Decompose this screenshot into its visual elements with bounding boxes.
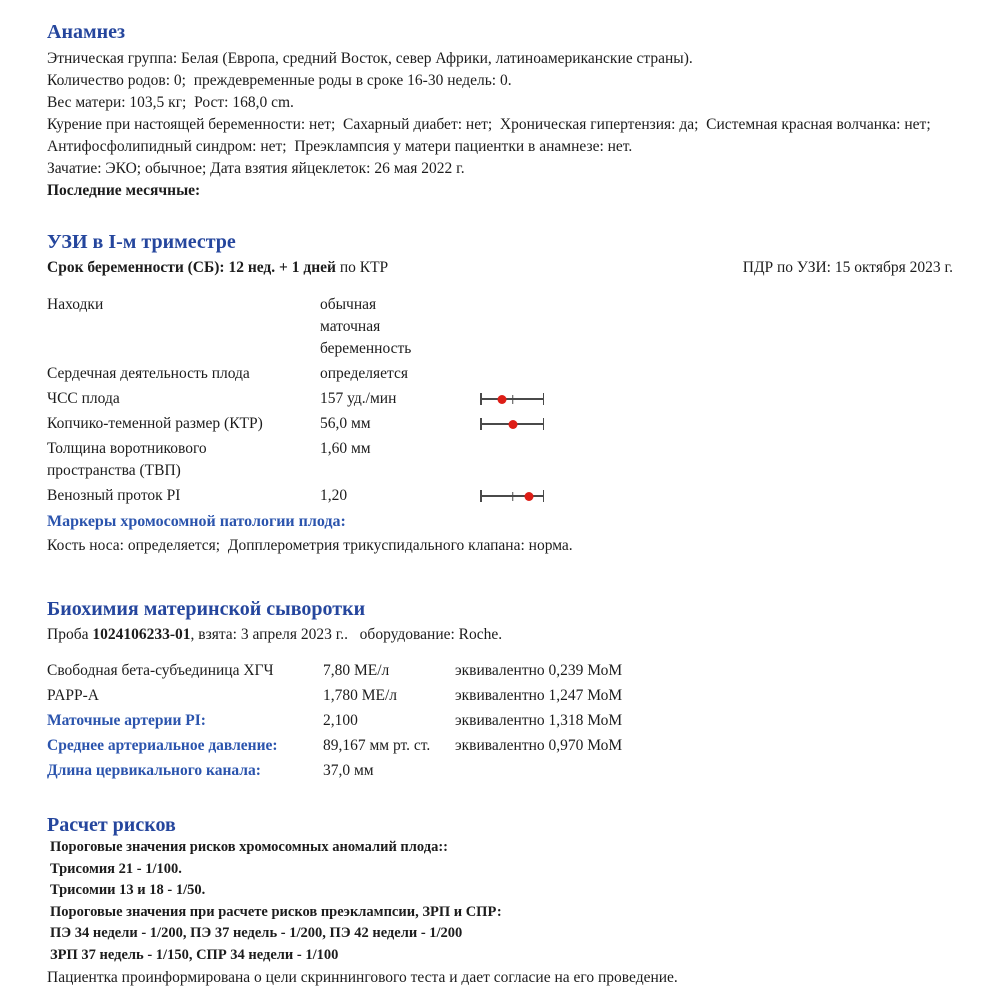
risk-trisomy-13-18: Трисомии 13 и 18 - 1/50.	[50, 882, 206, 898]
finding-chart-slot	[480, 388, 544, 410]
sample-id: 1024106233-01	[92, 626, 191, 643]
consent-statement: Пациентка проинформирована о цели скриннингового теста и дает согласие на его проведение.	[47, 969, 678, 986]
section-anamnesis	[47, 20, 953, 202]
finding-value: 1,20	[320, 487, 348, 504]
sample-prefix: Проба	[47, 626, 93, 643]
chromosomal-markers-text: Кость носа: определяется; Допплерометрия трикуспидального клапана: норма.	[47, 537, 573, 554]
biochemistry-table	[47, 660, 953, 781]
last-period-label: Последние месячные:	[47, 182, 201, 199]
anamnesis-title: Анамнез	[47, 21, 126, 43]
risks-title: Расчет рисков	[47, 814, 176, 836]
range-tick-right	[543, 490, 545, 502]
finding-label: Сердечная деятельность плода	[47, 365, 250, 382]
anamnesis-parity: Количество родов: 0; преждевременные роды в сроке 16-30 недель: 0.	[47, 72, 512, 89]
range-tick-right	[543, 418, 545, 430]
table-row	[47, 710, 953, 731]
risk-threshold-preeclampsia: Пороговые значения при расчете рисков преэклампсии, ЗРП и СПР:	[50, 903, 502, 920]
analyte-value: 1,780 МЕ/л	[323, 687, 398, 704]
analyte-label: Свободная бета-субъединица ХГЧ	[47, 662, 274, 679]
chromosomal-markers-title: Маркеры хромосомной патологии плода:	[47, 513, 346, 530]
finding-chart-slot	[480, 294, 544, 316]
finding-label: ЧСС плода	[47, 390, 120, 407]
finding-value-text: обычная маточная беременность	[320, 296, 412, 357]
gestational-age-method: по КТР	[335, 259, 389, 276]
analyte-value: 7,80 МЕ/л	[323, 662, 390, 679]
analyte-label: Длина цервикального канала:	[47, 762, 261, 779]
risk-pe-thresholds: ПЭ 34 недели - 1/200, ПЭ 37 недель - 1/200, ПЭ 42 недели - 1/200	[50, 925, 463, 941]
analyte-value: 37,0 мм	[323, 762, 374, 779]
fhr-range-chart	[480, 393, 544, 405]
range-tick-mid	[512, 395, 514, 404]
biochemistry-title: Биохимия материнской сыворотки	[47, 598, 366, 620]
analyte-value: 2,100	[323, 712, 358, 729]
table-row	[47, 388, 953, 410]
crl-range-chart	[480, 418, 544, 430]
range-tick-left	[480, 490, 482, 502]
table-row	[47, 438, 953, 482]
ultrasound-title: УЗИ в I-м триместре	[47, 231, 236, 253]
gestational-age-value: Срок беременности (СБ): 12 нед. + 1 дней	[47, 259, 336, 276]
finding-label: Венозный проток PI	[47, 487, 181, 504]
finding-chart-slot	[480, 363, 544, 385]
finding-chart-slot	[480, 485, 544, 507]
range-tick-left	[480, 418, 482, 430]
finding-label-text: Толщина воротникового пространства (ТВП)	[47, 440, 207, 479]
finding-value: определяется	[320, 365, 408, 382]
section-biochemistry	[47, 597, 953, 781]
analyte-mom: эквивалентно 0,239 МоМ	[455, 662, 623, 679]
anamnesis-conception: Зачатие: ЭКО; обычное; Дата взятия яйцеклеток: 26 мая 2022 г.	[47, 160, 465, 177]
section-risks	[47, 813, 953, 989]
range-tick-right	[543, 393, 545, 405]
risk-threshold-chromosomal: Пороговые значения рисков хромосомных аномалий плода::	[50, 839, 448, 855]
table-row	[47, 413, 953, 435]
finding-value: 1,60 мм	[320, 440, 371, 457]
analyte-label: PAPP-A	[47, 687, 99, 704]
table-row	[47, 760, 953, 781]
finding-label	[47, 438, 320, 482]
gestational-age	[47, 257, 388, 279]
section-ultrasound	[47, 230, 953, 557]
range-tick-mid	[512, 492, 514, 501]
finding-label: Копчико-теменной размер (КТР)	[47, 415, 263, 432]
analyte-value: 89,167 мм рт. ст.	[323, 737, 431, 754]
sample-suffix: , взята: 3 апреля 2023 г.. оборудование: Roche.	[190, 626, 503, 643]
range-tick-left	[480, 393, 482, 405]
table-row	[47, 294, 953, 360]
sample-line	[47, 624, 953, 646]
anamnesis-ethnic-group: Этническая группа: Белая (Европа, средний Восток, север Африки, латиноамериканские страны).	[47, 50, 693, 67]
value-dot	[497, 395, 506, 404]
finding-value: 56,0 мм	[320, 415, 371, 432]
table-row	[47, 363, 953, 385]
analyte-mom: эквивалентно 1,247 МоМ	[455, 687, 623, 704]
value-dot	[525, 492, 534, 501]
finding-chart-slot	[480, 413, 544, 435]
ductus-venosus-range-chart	[480, 490, 544, 502]
table-row	[47, 685, 953, 706]
anamnesis-history: Курение при настоящей беременности: нет; Сахарный диабет: нет; Хроническая гипертензия: да; Системная красная волчанка: нет; Антифосфолипидный синдром: нет; Преэклампсия у матери пациентки в анамнезе: нет.	[47, 116, 939, 155]
findings-table	[47, 294, 953, 507]
analyte-mom: эквивалентно 1,318 МоМ	[455, 712, 623, 729]
table-row	[47, 735, 953, 756]
finding-value: 157 уд./мин	[320, 390, 397, 407]
table-row	[47, 485, 953, 507]
table-row	[47, 660, 953, 681]
analyte-label: Среднее артериальное давление:	[47, 737, 278, 754]
risk-trisomy-21: Трисомия 21 - 1/100.	[50, 860, 182, 877]
edd-by-ultrasound: ПДР по УЗИ: 15 октября 2023 г.	[742, 259, 953, 276]
finding-chart-slot	[480, 438, 544, 460]
finding-label: Находки	[47, 296, 104, 313]
gestation-line	[47, 257, 953, 279]
finding-value	[320, 294, 480, 360]
analyte-mom: эквивалентно 0,970 МоМ	[455, 737, 623, 754]
anamnesis-weight-height: Вес матери: 103,5 кг; Рост: 168,0 cm.	[47, 94, 294, 111]
risk-fgr-thresholds: ЗРП 37 недель - 1/150, СПР 34 недели - 1/100	[50, 946, 339, 963]
analyte-label: Маточные артерии PI:	[47, 712, 206, 729]
value-dot	[508, 420, 517, 429]
